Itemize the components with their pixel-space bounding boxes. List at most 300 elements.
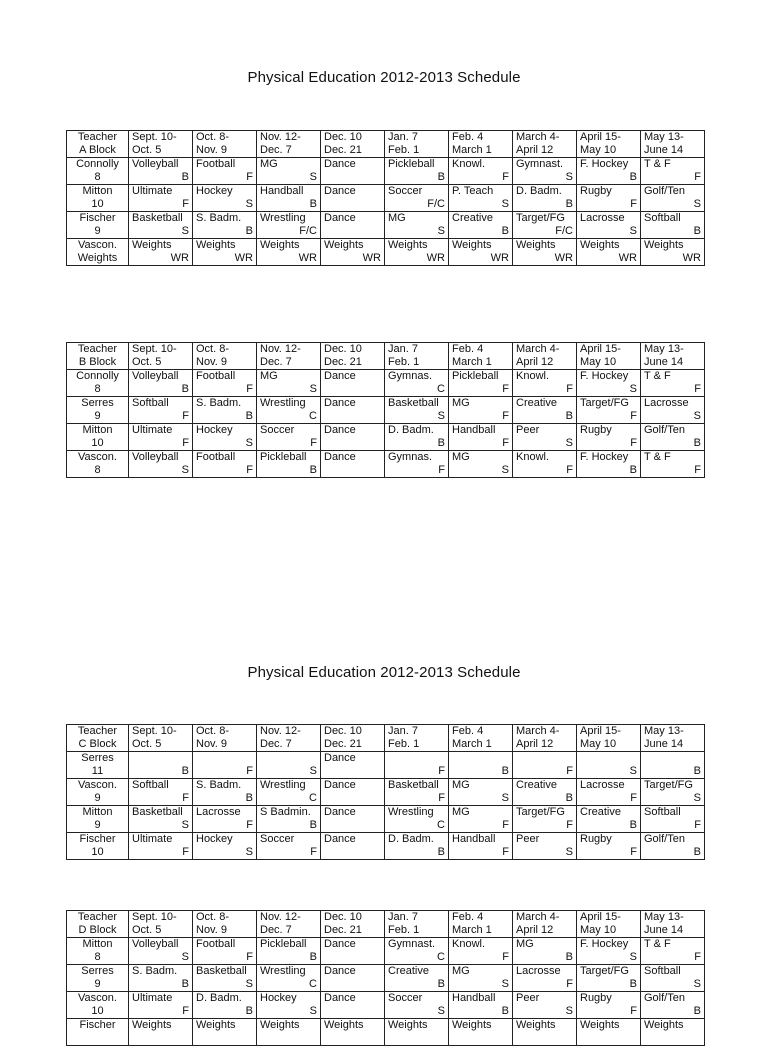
activity-cell bbox=[193, 212, 257, 239]
table-row bbox=[67, 992, 705, 1019]
teacher-cell-line-2 bbox=[70, 1032, 125, 1045]
activity-cell-line-1: Lacrosse bbox=[580, 779, 625, 791]
activity-cell-line-2: S bbox=[181, 951, 189, 963]
activity-cell bbox=[193, 779, 257, 806]
table-row bbox=[67, 212, 705, 239]
teacher-cell bbox=[67, 185, 129, 212]
header-period-cell-line-1: Dec. 10 bbox=[324, 131, 362, 143]
activity-cell-line-2: F bbox=[502, 819, 509, 831]
activity-cell bbox=[641, 451, 705, 478]
activity-cell-line-1: Dance bbox=[324, 424, 356, 436]
header-period-cell-line-1: Nov. 12- bbox=[260, 343, 301, 355]
activity-cell-line-1: Soccer bbox=[388, 185, 423, 197]
activity-cell bbox=[513, 806, 577, 833]
activity-cell bbox=[257, 370, 321, 397]
activity-cell-line-2 bbox=[324, 1032, 381, 1045]
activity-cell-line-2: S bbox=[437, 410, 445, 422]
header-teacher-cell bbox=[67, 131, 129, 158]
activity-cell bbox=[577, 1019, 641, 1046]
activity-cell-line-1: Weights bbox=[196, 1019, 236, 1031]
header-period-cell-line-1: April 15- bbox=[580, 131, 621, 143]
activity-cell bbox=[449, 370, 513, 397]
activity-cell-line-1: Lacrosse bbox=[644, 397, 689, 409]
activity-cell-line-2: S bbox=[693, 198, 701, 210]
header-period-cell-line-2: April 12 bbox=[516, 924, 554, 936]
activity-cell bbox=[641, 158, 705, 185]
activity-cell-line-1: Peer bbox=[516, 424, 540, 436]
activity-cell-line-1: Weights bbox=[580, 1019, 620, 1031]
activity-cell-line-2: S bbox=[501, 198, 509, 210]
activity-cell bbox=[321, 779, 385, 806]
activity-cell bbox=[257, 158, 321, 185]
header-period-cell-line-1: Oct. 8- bbox=[196, 131, 230, 143]
activity-cell bbox=[257, 424, 321, 451]
header-period-cell-line-1: Oct. 8- bbox=[196, 725, 230, 737]
activity-cell bbox=[641, 938, 705, 965]
activity-cell-line-1: Golf/Ten bbox=[644, 833, 685, 845]
activity-cell-line-1: Creative bbox=[516, 397, 557, 409]
activity-cell-line-2 bbox=[324, 410, 381, 423]
teacher-cell bbox=[67, 239, 129, 266]
activity-cell-line-2: F bbox=[502, 437, 509, 449]
activity-cell-line-2: F/C bbox=[427, 198, 445, 210]
teacher-cell-line-2: 10 bbox=[91, 198, 104, 210]
activity-cell-line-2: F bbox=[438, 765, 445, 777]
activity-cell-line-1: Dance bbox=[324, 185, 356, 197]
activity-cell-line-1: S. Badm. bbox=[196, 779, 242, 791]
activity-cell-line-1: Soccer bbox=[260, 424, 295, 436]
teacher-cell-line-1: Vascon. bbox=[78, 239, 117, 251]
activity-cell bbox=[449, 833, 513, 860]
activity-cell-line-1: Gymnast. bbox=[388, 938, 436, 950]
activity-cell bbox=[513, 370, 577, 397]
activity-cell-line-2: S bbox=[565, 1005, 573, 1017]
activity-cell bbox=[449, 212, 513, 239]
table-row bbox=[67, 752, 705, 779]
teacher-cell-line-1: Fischer bbox=[79, 833, 116, 845]
activity-cell-line-2: F bbox=[182, 1005, 189, 1017]
header-period-cell-line-2: Oct. 5 bbox=[132, 356, 162, 368]
activity-cell-line-1: Football bbox=[196, 370, 236, 382]
teacher-cell-line-1: Fischer bbox=[79, 212, 116, 224]
activity-cell-line-1: Football bbox=[196, 938, 236, 950]
activity-cell-line-1: S. Badm. bbox=[196, 212, 242, 224]
header-period-cell bbox=[449, 911, 513, 938]
header-period-cell bbox=[513, 131, 577, 158]
activity-cell-line-2: F/C bbox=[299, 225, 317, 237]
activity-cell-line-1: Target/FG bbox=[516, 806, 565, 818]
activity-cell-line-1: Knowl. bbox=[516, 370, 550, 382]
activity-cell-line-1: Weights bbox=[260, 1019, 300, 1031]
activity-cell-line-2: F bbox=[182, 198, 189, 210]
header-period-cell bbox=[257, 725, 321, 752]
activity-cell-line-2: F bbox=[182, 846, 189, 858]
activity-cell-line-1: T & F bbox=[644, 158, 671, 170]
teacher-cell-line-1: Mitton bbox=[82, 806, 113, 818]
activity-cell-line-2: F bbox=[694, 464, 701, 476]
activity-cell bbox=[513, 779, 577, 806]
teacher-cell-line-1: Serres bbox=[81, 397, 114, 409]
table-row bbox=[67, 158, 705, 185]
activity-cell-line-1: Knowl. bbox=[452, 938, 486, 950]
activity-cell-line-1: D. Badm. bbox=[196, 992, 242, 1004]
activity-cell bbox=[129, 158, 193, 185]
teacher-cell-line-1: Connolly bbox=[76, 370, 119, 382]
activity-cell bbox=[193, 992, 257, 1019]
activity-cell-line-2 bbox=[324, 171, 381, 184]
activity-cell-line-2: WR bbox=[362, 252, 381, 264]
activity-cell bbox=[449, 752, 513, 779]
header-period-cell-line-1: Dec. 10 bbox=[324, 725, 362, 737]
header-teacher-cell bbox=[67, 725, 129, 752]
activity-cell-line-1: Basketball bbox=[388, 397, 439, 409]
activity-cell-line-2: S bbox=[693, 978, 701, 990]
header-period-cell-line-1: April 15- bbox=[580, 725, 621, 737]
activity-cell bbox=[193, 239, 257, 266]
activity-cell-line-2: S bbox=[245, 846, 253, 858]
activity-cell-line-1: S. Badm. bbox=[196, 397, 242, 409]
teacher-cell bbox=[67, 1019, 129, 1046]
header-period-cell-line-1: Sept. 10- bbox=[132, 343, 177, 355]
activity-cell-line-1: MG bbox=[260, 370, 278, 382]
activity-cell-line-1: Softball bbox=[644, 212, 681, 224]
header-period-cell-line-1: Sept. 10- bbox=[132, 131, 177, 143]
activity-cell-line-2: B bbox=[501, 225, 509, 237]
activity-cell-line-1: MG bbox=[452, 397, 470, 409]
header-period-cell bbox=[577, 911, 641, 938]
activity-cell-line-1: Soccer bbox=[260, 833, 295, 845]
activity-cell-line-1: D. Badm. bbox=[388, 833, 434, 845]
activity-cell-line-1: Lacrosse bbox=[516, 965, 561, 977]
activity-cell-line-1: Volleyball bbox=[132, 370, 179, 382]
header-period-cell bbox=[129, 343, 193, 370]
activity-cell bbox=[641, 992, 705, 1019]
activity-cell bbox=[193, 1019, 257, 1046]
header-period-cell-line-2: Dec. 7 bbox=[260, 144, 292, 156]
activity-cell-line-1: Dance bbox=[324, 833, 356, 845]
activity-cell bbox=[385, 185, 449, 212]
activity-cell bbox=[513, 185, 577, 212]
header-period-cell-line-1: April 15- bbox=[580, 911, 621, 923]
activity-cell bbox=[193, 833, 257, 860]
table-row bbox=[67, 833, 705, 860]
activity-cell bbox=[513, 938, 577, 965]
header-period-cell bbox=[385, 343, 449, 370]
header-period-cell-line-2: Dec. 7 bbox=[260, 738, 292, 750]
activity-cell-line-2: B bbox=[181, 383, 189, 395]
activity-cell bbox=[641, 752, 705, 779]
activity-cell-line-1: Basketball bbox=[132, 806, 183, 818]
activity-cell bbox=[321, 451, 385, 478]
activity-cell bbox=[577, 806, 641, 833]
activity-cell bbox=[129, 424, 193, 451]
activity-cell-line-1 bbox=[452, 752, 509, 765]
activity-cell-line-1: Target/FG bbox=[644, 779, 693, 791]
header-period-cell-line-2: Feb. 1 bbox=[388, 738, 420, 750]
activity-cell bbox=[577, 833, 641, 860]
activity-cell-line-1: Pickleball bbox=[260, 451, 307, 463]
header-row bbox=[67, 725, 705, 752]
activity-cell-line-2: F bbox=[182, 792, 189, 804]
activity-cell-line-1: Wrestling bbox=[388, 806, 434, 818]
activity-cell-line-2: B bbox=[245, 225, 253, 237]
activity-cell-line-2 bbox=[324, 819, 381, 832]
header-period-cell-line-2: Dec. 7 bbox=[260, 356, 292, 368]
activity-cell-line-1: MG bbox=[452, 451, 470, 463]
header-period-cell-line-1: May 13- bbox=[644, 911, 684, 923]
activity-cell-line-2: B bbox=[309, 819, 317, 831]
header-period-cell-line-1: Feb. 4 bbox=[452, 911, 484, 923]
activity-cell-line-1: Softball bbox=[132, 779, 169, 791]
teacher-cell-line-1: Mitton bbox=[82, 185, 113, 197]
activity-cell-line-2: F bbox=[694, 171, 701, 183]
activity-cell bbox=[257, 752, 321, 779]
activity-cell bbox=[129, 938, 193, 965]
teacher-cell bbox=[67, 370, 129, 397]
activity-cell-line-1: Wrestling bbox=[260, 965, 306, 977]
header-period-cell bbox=[577, 131, 641, 158]
activity-cell-line-2: S bbox=[181, 225, 189, 237]
activity-cell-line-1: Pickleball bbox=[260, 938, 307, 950]
activity-cell-line-2 bbox=[324, 437, 381, 450]
header-period-cell-line-1: Feb. 4 bbox=[452, 343, 484, 355]
activity-cell-line-1: Ultimate bbox=[132, 992, 173, 1004]
activity-cell-line-2: F bbox=[694, 819, 701, 831]
activity-cell-line-1: F. Hockey bbox=[580, 370, 629, 382]
teacher-cell-line-2: 9 bbox=[94, 792, 101, 804]
header-period-cell bbox=[193, 343, 257, 370]
activity-cell-line-1: T & F bbox=[644, 938, 671, 950]
teacher-cell bbox=[67, 965, 129, 992]
activity-cell-line-1: Volleyball bbox=[132, 158, 179, 170]
activity-cell-line-2: S bbox=[565, 437, 573, 449]
activity-cell-line-1: T & F bbox=[644, 370, 671, 382]
table-row bbox=[67, 370, 705, 397]
activity-cell-line-1: Hockey bbox=[196, 833, 233, 845]
activity-cell-line-2: S bbox=[309, 383, 317, 395]
activity-cell-line-1: Dance bbox=[324, 779, 356, 791]
activity-cell bbox=[321, 212, 385, 239]
activity-cell bbox=[129, 965, 193, 992]
activity-cell-line-2: S bbox=[437, 1005, 445, 1017]
activity-cell-line-2 bbox=[388, 1032, 445, 1045]
activity-cell-line-1: T & F bbox=[644, 451, 671, 463]
activity-cell bbox=[129, 779, 193, 806]
table-row bbox=[67, 239, 705, 266]
activity-cell-line-1: F. Hockey bbox=[580, 451, 629, 463]
table-row bbox=[67, 938, 705, 965]
header-period-cell-line-2: March 1 bbox=[452, 738, 492, 750]
activity-cell-line-2: WR bbox=[298, 252, 317, 264]
activity-cell bbox=[193, 397, 257, 424]
activity-cell-line-1: S Badmin. bbox=[260, 806, 311, 818]
activity-cell-line-1: Handball bbox=[260, 185, 304, 197]
activity-cell-line-1: MG bbox=[452, 806, 470, 818]
activity-cell bbox=[577, 965, 641, 992]
activity-cell-line-1: MG bbox=[452, 965, 470, 977]
teacher-cell-line-1: Serres bbox=[81, 965, 114, 977]
teacher-cell bbox=[67, 424, 129, 451]
activity-cell-line-2: B bbox=[693, 437, 701, 449]
activity-cell-line-2: S bbox=[501, 792, 509, 804]
activity-cell-line-2: F bbox=[566, 819, 573, 831]
activity-cell bbox=[385, 397, 449, 424]
teacher-cell bbox=[67, 779, 129, 806]
activity-cell-line-2: B bbox=[693, 765, 701, 777]
header-period-cell-line-2: Nov. 9 bbox=[196, 144, 227, 156]
activity-cell-line-1: Basketball bbox=[132, 212, 183, 224]
activity-cell bbox=[321, 938, 385, 965]
header-period-cell bbox=[321, 911, 385, 938]
header-period-cell-line-2: May 10 bbox=[580, 738, 617, 750]
activity-cell-line-2 bbox=[516, 1032, 573, 1045]
activity-cell-line-2 bbox=[324, 951, 381, 964]
activity-cell-line-1: Dance bbox=[324, 451, 356, 463]
header-row bbox=[67, 343, 705, 370]
activity-cell bbox=[577, 992, 641, 1019]
activity-cell bbox=[129, 451, 193, 478]
activity-cell-line-1 bbox=[644, 752, 701, 765]
activity-cell-line-2: F bbox=[566, 383, 573, 395]
activity-cell-line-1: Wrestling bbox=[260, 397, 306, 409]
teacher-cell-line-2: Weights bbox=[77, 252, 118, 264]
activity-cell bbox=[385, 992, 449, 1019]
header-row bbox=[67, 911, 705, 938]
activity-cell-line-1: Weights bbox=[324, 239, 364, 251]
activity-cell-line-2: F bbox=[310, 437, 317, 449]
activity-cell bbox=[641, 370, 705, 397]
activity-cell-line-2: F bbox=[566, 978, 573, 990]
activity-cell-line-2: F bbox=[502, 171, 509, 183]
activity-cell-line-2: F bbox=[246, 951, 253, 963]
activity-cell-line-1: Weights bbox=[388, 1019, 428, 1031]
activity-cell bbox=[385, 779, 449, 806]
teacher-cell-line-1: Connolly bbox=[76, 158, 119, 170]
activity-cell bbox=[385, 938, 449, 965]
activity-cell-line-2: B bbox=[309, 198, 317, 210]
activity-cell-line-2: B bbox=[245, 1005, 253, 1017]
activity-cell-line-2: F bbox=[246, 383, 253, 395]
activity-cell-line-1: Golf/Ten bbox=[644, 185, 685, 197]
activity-cell-line-2 bbox=[324, 846, 381, 859]
activity-cell-line-2: WR bbox=[170, 252, 189, 264]
activity-cell-line-2 bbox=[452, 1032, 509, 1045]
header-period-cell-line-1: March 4- bbox=[516, 911, 560, 923]
activity-cell-line-2: B bbox=[629, 171, 637, 183]
activity-cell-line-1: Ultimate bbox=[132, 424, 173, 436]
activity-cell-line-2 bbox=[260, 1032, 317, 1045]
activity-cell-line-2: F bbox=[246, 464, 253, 476]
activity-cell bbox=[193, 424, 257, 451]
header-period-cell-line-2: June 14 bbox=[644, 924, 684, 936]
teacher-cell-line-2: 10 bbox=[91, 437, 104, 449]
activity-cell bbox=[129, 212, 193, 239]
header-period-cell bbox=[641, 131, 705, 158]
activity-cell bbox=[449, 424, 513, 451]
header-row bbox=[67, 131, 705, 158]
header-period-cell-line-2: Feb. 1 bbox=[388, 144, 420, 156]
activity-cell bbox=[641, 185, 705, 212]
activity-cell bbox=[449, 239, 513, 266]
activity-cell-line-2: S bbox=[565, 171, 573, 183]
activity-cell-line-1: Ultimate bbox=[132, 833, 173, 845]
header-period-cell-line-2: March 1 bbox=[452, 924, 492, 936]
activity-cell bbox=[513, 158, 577, 185]
activity-cell-line-2: S bbox=[437, 225, 445, 237]
activity-cell-line-2: B bbox=[629, 464, 637, 476]
activity-cell-line-2: F bbox=[502, 951, 509, 963]
header-period-cell-line-1: Dec. 10 bbox=[324, 911, 362, 923]
activity-cell-line-2: S bbox=[693, 792, 701, 804]
schedule-table-d-block bbox=[66, 910, 705, 1046]
header-period-cell-line-2: Nov. 9 bbox=[196, 924, 227, 936]
header-period-cell-line-1: Jan. 7 bbox=[388, 911, 418, 923]
activity-cell-line-2: WR bbox=[234, 252, 253, 264]
activity-cell bbox=[257, 1019, 321, 1046]
activity-cell bbox=[321, 239, 385, 266]
activity-cell-line-2: S bbox=[245, 437, 253, 449]
teacher-cell-line-1: Vascon. bbox=[78, 779, 117, 791]
header-period-cell-line-1: Sept. 10- bbox=[132, 725, 177, 737]
activity-cell-line-1: Golf/Ten bbox=[644, 992, 685, 1004]
teacher-cell bbox=[67, 992, 129, 1019]
activity-cell bbox=[321, 424, 385, 451]
activity-cell bbox=[577, 212, 641, 239]
activity-cell bbox=[577, 451, 641, 478]
header-teacher-cell-line-1: Teacher bbox=[77, 131, 118, 143]
activity-cell bbox=[193, 806, 257, 833]
activity-cell-line-1: Softball bbox=[644, 965, 681, 977]
activity-cell-line-2: B bbox=[565, 198, 573, 210]
header-teacher-cell-line-2: A Block bbox=[79, 144, 116, 156]
activity-cell-line-2: F bbox=[566, 464, 573, 476]
teacher-cell-line-2: 8 bbox=[94, 951, 101, 963]
activity-cell-line-2: WR bbox=[426, 252, 445, 264]
activity-cell-line-1: Football bbox=[196, 158, 236, 170]
header-period-cell-line-1: Jan. 7 bbox=[388, 725, 418, 737]
activity-cell-line-1: Weights bbox=[516, 1019, 556, 1031]
activity-cell-line-1: Creative bbox=[388, 965, 429, 977]
activity-cell-line-2 bbox=[644, 1032, 701, 1045]
activity-cell-line-1: Target/FG bbox=[580, 397, 629, 409]
activity-cell-line-1: Dance bbox=[324, 397, 356, 409]
header-teacher-cell-line-2: C Block bbox=[78, 738, 117, 750]
teacher-cell bbox=[67, 938, 129, 965]
header-period-cell-line-1: Jan. 7 bbox=[388, 131, 418, 143]
activity-cell bbox=[577, 779, 641, 806]
activity-cell-line-2: C bbox=[309, 978, 317, 990]
activity-cell-line-1: Peer bbox=[516, 833, 540, 845]
activity-cell bbox=[449, 938, 513, 965]
header-period-cell-line-2: May 10 bbox=[580, 144, 617, 156]
activity-cell-line-2: S bbox=[629, 383, 637, 395]
header-period-cell bbox=[577, 343, 641, 370]
activity-cell-line-2 bbox=[324, 464, 381, 477]
header-period-cell bbox=[193, 725, 257, 752]
activity-cell-line-1: Hockey bbox=[196, 424, 233, 436]
teacher-cell bbox=[67, 752, 129, 779]
header-period-cell-line-1: Nov. 12- bbox=[260, 131, 301, 143]
activity-cell-line-2: WR bbox=[554, 252, 573, 264]
activity-cell-line-2: B bbox=[501, 1005, 509, 1017]
activity-cell-line-1: Handball bbox=[452, 833, 496, 845]
activity-cell-line-1: Volleyball bbox=[132, 451, 179, 463]
teacher-cell-line-2: 9 bbox=[94, 410, 101, 422]
header-period-cell-line-2: April 12 bbox=[516, 738, 554, 750]
activity-cell-line-1: Ultimate bbox=[132, 185, 173, 197]
header-period-cell-line-2: June 14 bbox=[644, 144, 684, 156]
activity-cell-line-2: F bbox=[694, 383, 701, 395]
